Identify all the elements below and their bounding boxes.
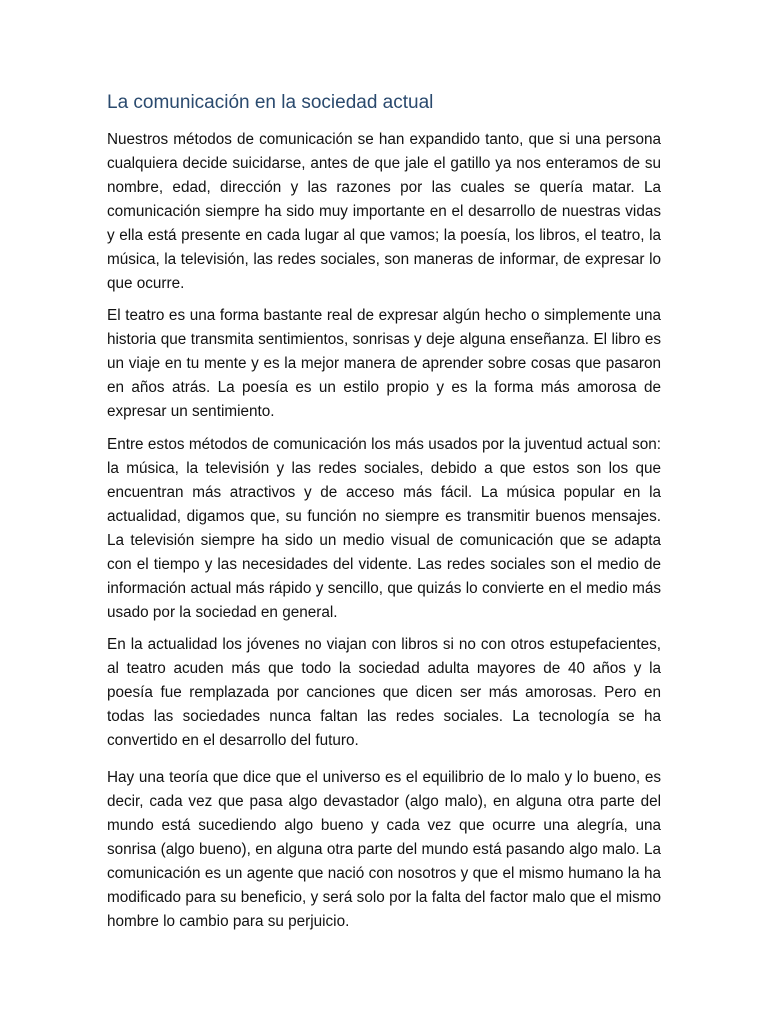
paragraph-4: En la actualidad los jóvenes no viajan con libros si no con otros estupefacientes, al teatro acuden más que todo la sociedad adulta mayores de 40 años y la poesía fue remplazada por canciones que dicen ser más amorosas. Pero en todas las sociedades nunca faltan las redes sociales. La tecnología se ha convertido en el desarrollo del futuro. [107, 636, 661, 749]
paragraph-1: Nuestros métodos de comunicación se han expandido tanto, que si una persona cualquiera decide suicidarse, antes de que jale el gatillo ya nos enteramos de su nombre, edad, dirección y las razones por las cuales se quería matar. La comunicación siempre ha sido muy importante en el desarrollo de nuestras vidas y ella está presente en cada lugar al que vamos; la poesía, los libros, el teatro, la música, la televisión, las redes sociales, son maneras de informar, de expresar lo que ocurre. [107, 131, 661, 292]
paragraph-2: El teatro es una forma bastante real de expresar algún hecho o simplemente una historia que transmita sentimientos, sonrisas y deje alguna enseñanza. El libro es un viaje en tu mente y es la mejor manera de aprender sobre cosas que pasaron en años atrás. La poesía es un estilo propio y es la forma más amorosa de expresar un sentimiento. [107, 307, 661, 420]
paragraph-5: Hay una teoría que dice que el universo es el equilibrio de lo malo y lo bueno, es decir, cada vez que pasa algo devastador (algo malo), en alguna otra parte del mundo está sucediendo algo bueno y cada vez que ocurre una alegría, una sonrisa (algo bueno), en alguna otra parte del mundo está pasando algo malo. La comunicación es un agente que nació con nosotros y que el mismo humano la ha modificado para su beneficio, y será solo por la falta del factor malo que el mismo hombre lo cambio para su perjuicio. [107, 769, 661, 930]
document-title: La comunicación en la sociedad actual [107, 92, 434, 113]
paragraph-3: Entre estos métodos de comunicación los más usados por la juventud actual son: la música, la televisión y las redes sociales, debido a que estos son los que encuentran más atractivos y de acceso más fácil. La música popular en la actualidad, digamos que, su función no siempre es transmitir buenos mensajes. La televisión siempre ha sido un medio visual de comunicación que se adapta con el tiempo y las necesidades del vidente. Las redes sociales son el medio de información actual más rápido y sencillo, que quizás lo convierte en el medio más usado por la sociedad en general. [107, 436, 661, 621]
